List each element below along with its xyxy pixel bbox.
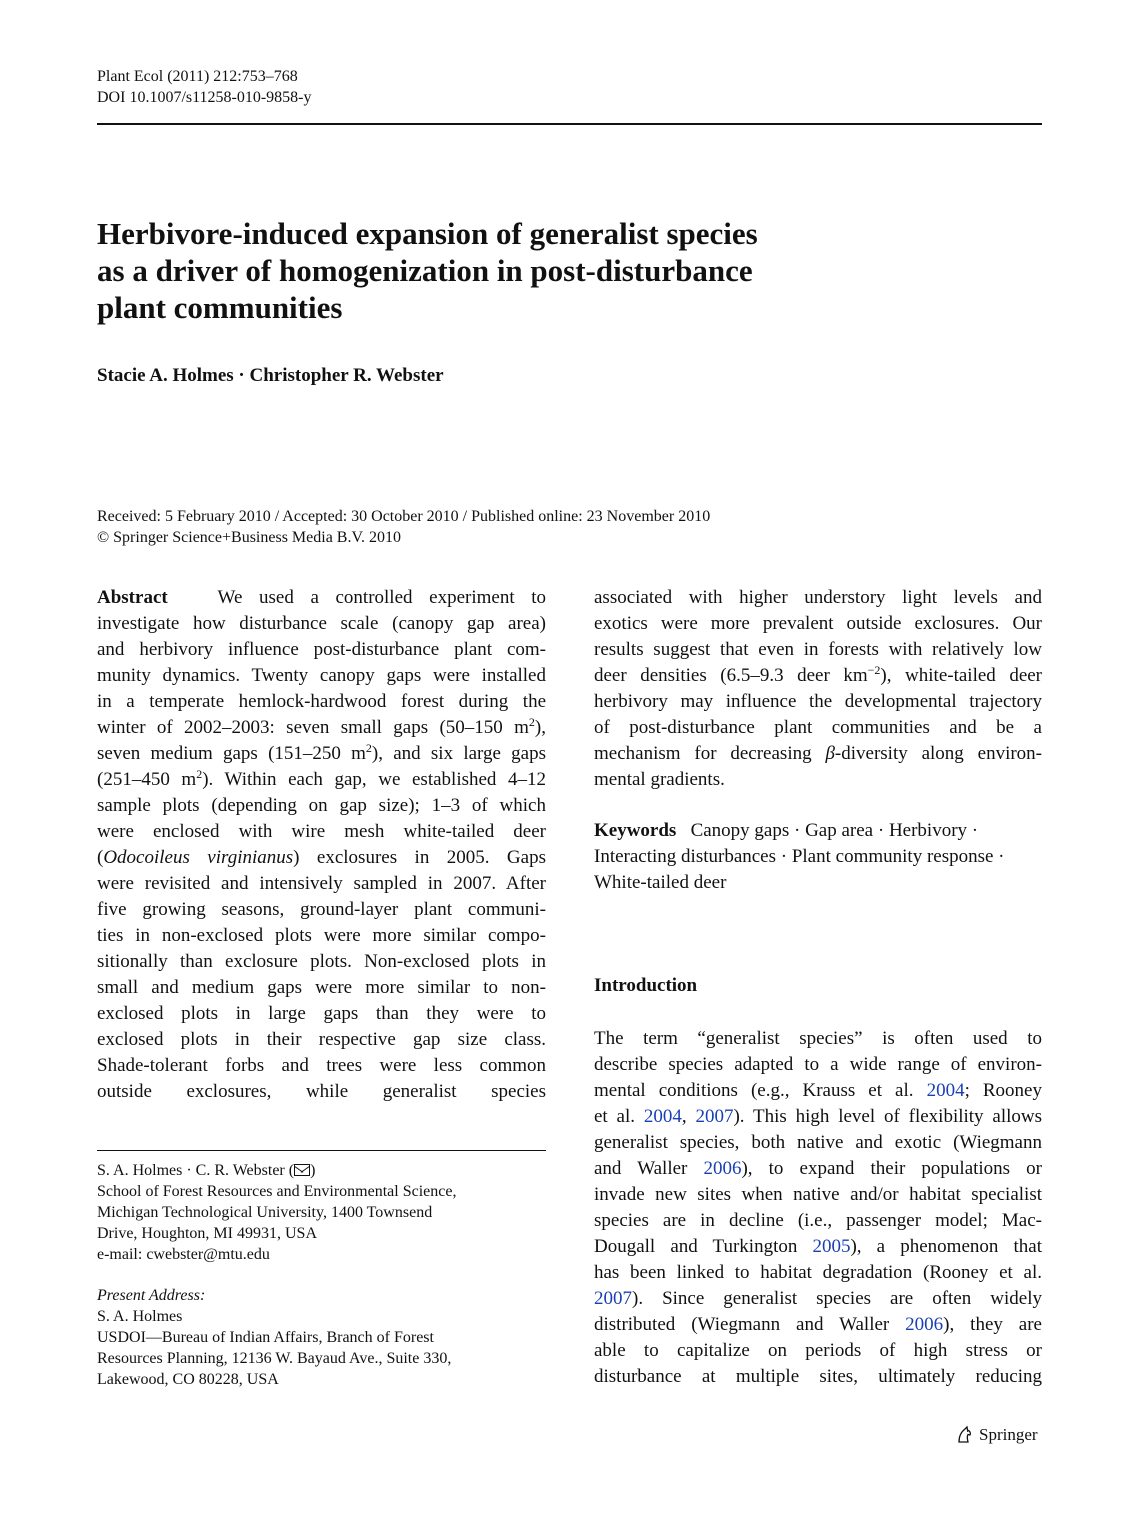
abstract-line: ties in non-exclosed plots were more similar compo- <box>97 925 546 946</box>
envelope-icon <box>294 1164 310 1176</box>
introduction-text <box>594 1026 1042 1390</box>
keywords-label: Keywords <box>594 820 677 841</box>
abstract-line: small and medium gaps were more similar to non- <box>97 977 546 998</box>
keywords-line: Interacting disturbances · Plant community response · <box>594 846 1005 867</box>
citation-link[interactable]: 2005 <box>812 1236 851 1257</box>
email-line: e-mail: cwebster@mtu.edu <box>97 1246 270 1263</box>
publication-dates <box>97 506 710 548</box>
intro-line: Dougall and Turkington 2005), a phenomenon that <box>594 1236 1042 1257</box>
intro-line: describe species adapted to a wide range of environ- <box>594 1054 1042 1075</box>
author-footnote <box>97 1160 546 1390</box>
publisher-name: Springer <box>979 1425 1038 1444</box>
present-address-label: Present Address: <box>97 1287 206 1304</box>
intro-line: generalist species, both native and exotic (Wiegmann <box>594 1132 1042 1153</box>
abstract-line: outside exclosures, while generalist species <box>97 1081 546 1102</box>
abstract-line: (Odocoileus virginianus) exclosures in 2005. Gaps <box>97 847 546 868</box>
abstract-line: (251–450 $m^2$). Within each gap, we established 4–12 <box>97 767 547 790</box>
intro-line: invade new sites when native and/or habitat specialist <box>594 1184 1042 1205</box>
intro-line: The term “generalist species” is often used to <box>594 1028 1042 1049</box>
abstract-line: in a temperate hemlock-hardwood forest during the <box>97 691 546 712</box>
keywords-line: Keywords Canopy gaps · Gap area · Herbivory · <box>594 820 979 841</box>
intro-line: able to capitalize on periods of high stress or <box>594 1340 1042 1361</box>
abstract-line: sample plots (depending on gap size); 1–3 of which <box>97 795 546 816</box>
citation-link[interactable]: 2007 <box>594 1288 632 1309</box>
author-list: Stacie A. Holmes · Christopher R. Webster <box>97 365 444 386</box>
abstract-line: exclosed plots in their respective gap size class. <box>97 1029 546 1050</box>
affiliation-line: Drive, Houghton, MI 49931, USA <box>97 1225 317 1242</box>
citation-link[interactable]: 2006 <box>703 1158 742 1179</box>
present-address-name: S. A. Holmes <box>97 1308 183 1325</box>
keywords-block <box>594 818 1042 896</box>
affiliation-line: School of Forest Resources and Environmental Science, <box>97 1183 457 1200</box>
title-line: Herbivore-induced expansion of generalist species <box>97 216 758 251</box>
abstract-line: herbivory may influence the developmental trajectory <box>594 691 1042 712</box>
abstract-line: mental gradients. <box>594 769 725 790</box>
abstract-line: exotics were more prevalent outside exclosures. Our <box>594 613 1042 634</box>
intro-line: has been linked to habitat degradation (Rooney et al. <box>594 1262 1042 1283</box>
section-heading-introduction: Introduction <box>594 975 698 996</box>
doi: DOI 10.1007/s11258-010-9858-y <box>97 89 312 106</box>
abstract-line: deer densities (6.5–9.3 deer $km^{-2}$), white-tailed deer <box>594 663 1043 686</box>
species-name: Odocoileus virginianus <box>103 847 294 868</box>
footnote-rule <box>97 1150 546 1151</box>
abstract-line: results suggest that even in forests with relatively low <box>594 639 1042 660</box>
abstract-line: were revisited and intensively sampled in 2007. After <box>97 873 546 894</box>
abstract-line: Shade-tolerant forbs and trees were less common <box>97 1055 546 1076</box>
journal-header <box>97 66 312 108</box>
intro-line: mental conditions (e.g., Krauss et al. 2004; Rooney <box>594 1080 1042 1101</box>
header-rule <box>97 123 1042 125</box>
abstract-line: were enclosed with wire mesh white-tailed deer <box>97 821 546 842</box>
citation-link[interactable]: 2007 <box>695 1106 734 1127</box>
intro-line: and Waller 2006), to expand their populations or <box>594 1158 1043 1179</box>
abstract-line: five growing seasons, ground-layer plant communi- <box>97 899 546 920</box>
abstract-line: munity dynamics. Twenty canopy gaps were installed <box>97 665 546 686</box>
citation-link[interactable]: 2004 <box>643 1106 682 1127</box>
keywords-line: White-tailed deer <box>594 872 727 893</box>
footnote-authors: S. A. Holmes · C. R. Webster ( ) <box>97 1162 316 1179</box>
article-title <box>97 215 857 326</box>
intro-line: et al. 2004, 2007). This high level of flexibility allows <box>594 1106 1042 1127</box>
title-line: as a driver of homogenization in post-disturbance <box>97 253 753 288</box>
journal-citation: Plant Ecol (2011) 212:753–768 <box>97 68 298 85</box>
intro-line: distributed (Wiegmann and Waller 2006), they are <box>594 1314 1042 1335</box>
abstract-line: winter of 2002–2003: seven small gaps (50–150 $m^2$), <box>97 715 546 738</box>
abstract-line: mechanism for decreasing β-diversity along environ- <box>594 743 1042 764</box>
citation-link[interactable]: 2006 <box>905 1314 944 1335</box>
intro-line: 2007). Since generalist species are often widely <box>594 1288 1042 1309</box>
present-address-line: USDOI—Bureau of Indian Affairs, Branch of Forest <box>97 1329 434 1346</box>
abstract-line: exclosed plots in large gaps than they were to <box>97 1003 546 1024</box>
publisher-logo <box>955 1424 1038 1446</box>
abstract-line: investigate how disturbance scale (canopy gap area) <box>97 613 546 634</box>
abstract-left-column <box>97 585 546 1105</box>
copyright-line: © Springer Science+Business Media B.V. 2010 <box>97 529 401 546</box>
affiliation-line: Michigan Technological University, 1400 Townsend <box>97 1204 433 1221</box>
present-address-line: Resources Planning, 12136 W. Bayaud Ave., Suite 330, <box>97 1350 452 1367</box>
springer-horse-icon <box>955 1425 975 1445</box>
abstract-label: Abstract <box>97 587 168 608</box>
dates-line: Received: 5 February 2010 / Accepted: 30 October 2010 / Published online: 23 November 2010 <box>97 508 711 525</box>
abstract-line: seven medium gaps (151–250 $m^2$), and six large gaps <box>97 741 547 764</box>
abstract-line: of post-disturbance plant communities and be a <box>594 717 1042 738</box>
abstract-line: Abstract We used a controlled experiment to <box>97 587 546 608</box>
title-line: plant communities <box>97 290 343 325</box>
footnote-spacer <box>97 1265 546 1285</box>
abstract-right-column <box>594 585 1042 793</box>
intro-line: species are in decline (i.e., passenger model; Mac- <box>594 1210 1042 1231</box>
abstract-line: sitionally than exclosure plots. Non-exclosed plots in <box>97 951 546 972</box>
abstract-line: associated with higher understory light levels and <box>594 587 1042 608</box>
present-address-line: Lakewood, CO 80228, USA <box>97 1371 279 1388</box>
intro-line: disturbance at multiple sites, ultimately reducing <box>594 1366 1042 1387</box>
citation-link[interactable]: 2004 <box>926 1080 965 1101</box>
abstract-line: and herbivory influence post-disturbance plant com- <box>97 639 546 660</box>
